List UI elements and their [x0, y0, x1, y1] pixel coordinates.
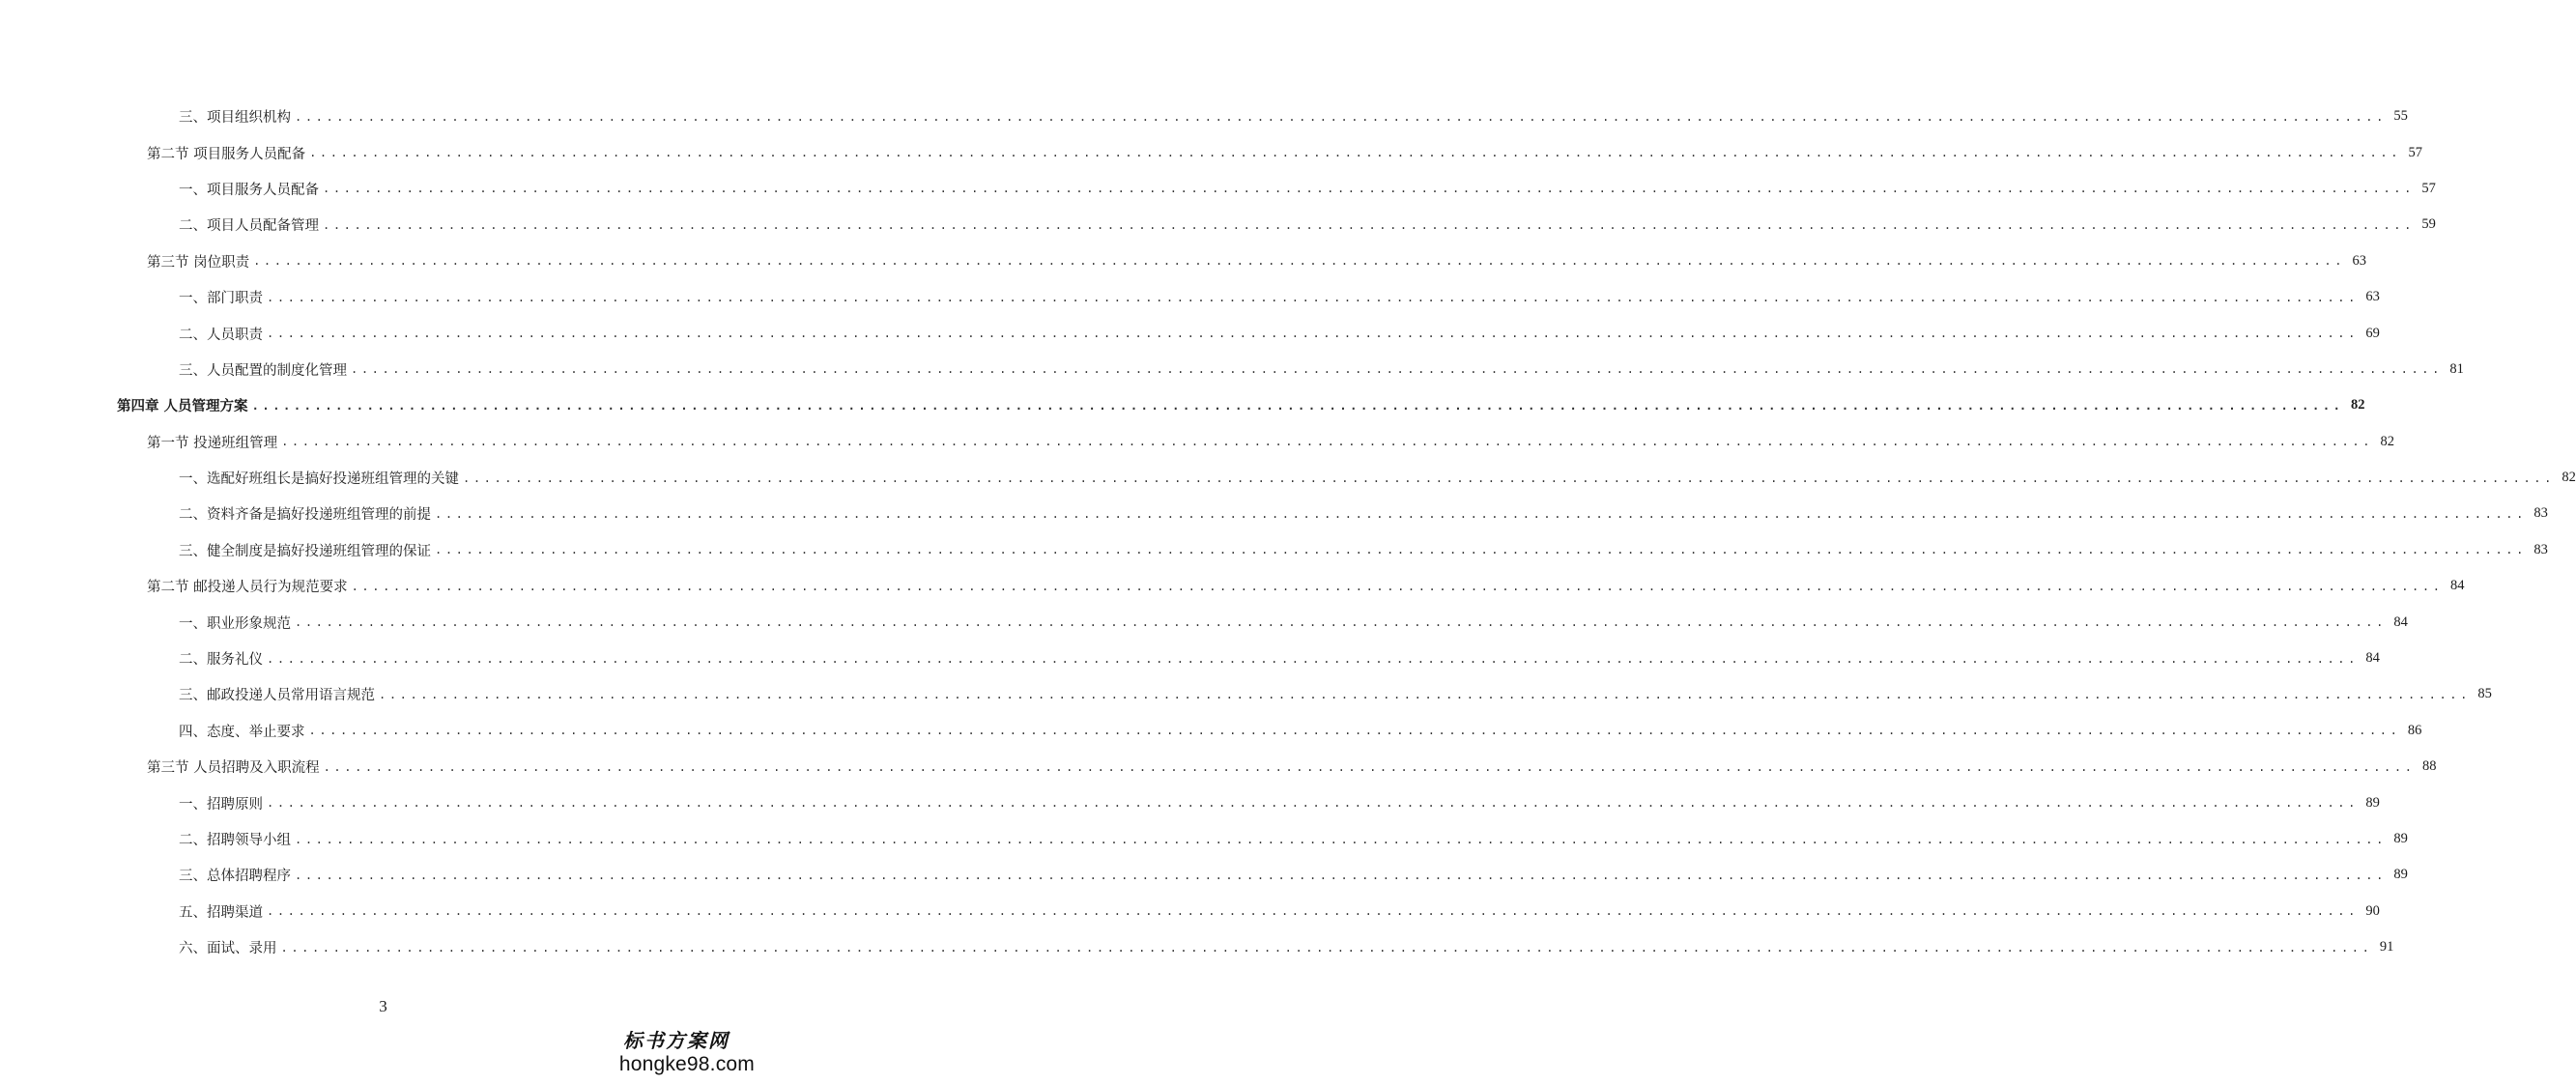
toc-entry-label: 第三节 岗位职责: [147, 254, 250, 271]
toc-entry-page: 82: [2562, 470, 2576, 486]
toc-entry-page: 63: [2352, 252, 2367, 269]
toc-entry: [0, 279, 2380, 315]
toc-entry-page: 82: [2380, 433, 2395, 449]
toc-dot-leader: ........................................................................................................................................................................................................: [435, 543, 2527, 557]
toc-entry: [0, 171, 2436, 207]
toc-entry: [0, 496, 2548, 531]
toc-dot-leader: ........................................................................................................................................................................................................: [295, 868, 2387, 882]
toc-dot-leader: ........................................................................................................................................................................................................: [309, 146, 2402, 160]
toc-entry-label: 一、职业形象规范: [179, 615, 291, 632]
toc-entry-page: 84: [2450, 578, 2465, 594]
toc-dot-leader: ........................................................................................................................................................................................................: [295, 615, 2387, 630]
toc-entry: [0, 568, 2465, 604]
toc-entry: [0, 821, 2408, 857]
toc-entry-page: 59: [2421, 216, 2436, 233]
toc-entry-page: 90: [2365, 902, 2380, 919]
toc-entry-label: 三、人员配置的制度化管理: [179, 362, 347, 379]
toc-entry-label: 第四章 人员管理方案: [117, 398, 248, 415]
toc-dot-leader: ........................................................................................................................................................................................................: [267, 327, 2359, 341]
toc-entry: [0, 460, 2576, 496]
toc-dot-leader: ........................................................................................................................................................................................................: [308, 724, 2401, 738]
toc-entry-page: 89: [2365, 794, 2380, 811]
toc-entry-page: 82: [2350, 397, 2365, 414]
toc-entry: [0, 857, 2408, 893]
toc-entry-page: 81: [2449, 360, 2464, 377]
toc-entry-label: 一、部门职责: [179, 291, 263, 307]
toc-dot-leader: ........................................................................................................................................................................................................: [267, 796, 2359, 811]
toc-entry: [0, 99, 2408, 134]
toc-entry: [0, 207, 2436, 242]
toc-entry-label: 二、服务礼仪: [179, 652, 263, 669]
watermark-url: hongke98.com: [618, 1053, 755, 1075]
table-of-contents: [0, 99, 2576, 965]
toc-entry-page: 57: [2421, 180, 2436, 196]
toc-entry-label: 四、态度、举止要求: [179, 724, 305, 740]
toc-entry-label: 二、资料齐备是搞好投递班组管理的前提: [179, 507, 431, 524]
toc-entry-label: 二、人员职责: [179, 327, 263, 343]
toc-entry: [0, 749, 2437, 784]
toc-entry-page: 88: [2422, 758, 2437, 775]
toc-dot-leader: ........................................................................................................................................................................................................: [267, 290, 2359, 304]
toc-entry: [0, 784, 2380, 820]
toc-entry-page: 86: [2407, 722, 2422, 738]
toc-entry-label: 三、健全制度是搞好投递班组管理的保证: [179, 543, 431, 559]
toc-entry-label: 二、招聘领导小组: [179, 833, 291, 848]
page-number: 3: [379, 997, 387, 1015]
toc-dot-leader: ........................................................................................................................................................................................................: [251, 398, 2344, 413]
toc-entry-label: 二、项目人员配备管理: [179, 218, 319, 235]
toc-entry: [0, 134, 2423, 170]
toc-entry: [0, 387, 2365, 423]
toc-entry: [0, 532, 2548, 568]
toc-entry-label: 三、总体招聘程序: [179, 869, 291, 885]
toc-entry-page: 55: [2393, 108, 2408, 125]
watermark-title: 标书方案网: [623, 1029, 730, 1052]
toc-dot-leader: ........................................................................................................................................................................................................: [323, 217, 2415, 232]
toc-entry-label: 一、招聘原则: [179, 796, 263, 813]
toc-entry-label: 三、项目组织机构: [179, 110, 291, 127]
toc-entry: [0, 352, 2464, 387]
toc-dot-leader: ........................................................................................................................................................................................................: [351, 362, 2443, 377]
toc-entry-label: 第一节 投递班组管理: [147, 435, 278, 451]
toc-entry-label: 三、邮政投递人员常用语言规范: [179, 688, 375, 704]
toc-entry: [0, 424, 2395, 460]
toc-entry-label: 六、面试、录用: [179, 941, 277, 957]
toc-entry: [0, 243, 2367, 279]
toc-entry-page: 69: [2365, 325, 2380, 341]
toc-dot-leader: ........................................................................................................................................................................................................: [281, 435, 2374, 449]
toc-dot-leader: ........................................................................................................................................................................................................: [267, 904, 2359, 919]
toc-dot-leader: ........................................................................................................................................................................................................: [295, 832, 2387, 846]
toc-dot-leader: ........................................................................................................................................................................................................: [351, 579, 2444, 593]
toc-entry: [0, 894, 2380, 929]
toc-entry-page: 83: [2533, 541, 2548, 557]
toc-entry: [0, 929, 2394, 965]
toc-entry-label: 五、招聘渠道: [179, 904, 263, 921]
toc-entry: [0, 676, 2492, 712]
toc-entry-page: 84: [2365, 650, 2380, 667]
toc-dot-leader: ........................................................................................................................................................................................................: [253, 254, 2346, 269]
toc-dot-leader: ........................................................................................................................................................................................................: [295, 109, 2387, 124]
toc-entry-page: 85: [2477, 686, 2492, 702]
toc-entry-page: 83: [2533, 505, 2548, 522]
toc-entry-label: 一、项目服务人员配备: [179, 182, 319, 198]
toc-entry-page: 89: [2393, 867, 2408, 883]
toc-entry: [0, 641, 2380, 676]
toc-dot-leader: ........................................................................................................................................................................................................: [280, 940, 2373, 955]
toc-entry-page: 89: [2393, 831, 2408, 846]
toc-entry-page: 57: [2408, 144, 2423, 160]
toc-entry-page: 91: [2379, 939, 2394, 956]
toc-entry-label: 第二节 项目服务人员配备: [147, 146, 306, 162]
toc-dot-leader: ........................................................................................................................................................................................................: [435, 506, 2527, 521]
toc-entry: [0, 315, 2380, 351]
site-watermark: [619, 1025, 755, 1076]
toc-entry-page: 84: [2393, 613, 2408, 630]
toc-dot-leader: ........................................................................................................................................................................................................: [463, 471, 2555, 485]
toc-dot-leader: ........................................................................................................................................................................................................: [323, 182, 2415, 196]
toc-entry-label: 第二节 邮投递人员行为规范要求: [147, 580, 348, 596]
toc-dot-leader: ........................................................................................................................................................................................................: [323, 759, 2416, 774]
toc-entry: [0, 713, 2422, 749]
toc-dot-leader: ........................................................................................................................................................................................................: [379, 687, 2471, 701]
toc-entry-label: 第三节 人员招聘及入职流程: [147, 760, 320, 777]
toc-entry-label: 一、选配好班组长是搞好投递班组管理的关键: [179, 471, 459, 488]
toc-dot-leader: ........................................................................................................................................................................................................: [267, 651, 2359, 666]
toc-entry: [0, 604, 2408, 640]
toc-entry-page: 63: [2365, 289, 2380, 305]
